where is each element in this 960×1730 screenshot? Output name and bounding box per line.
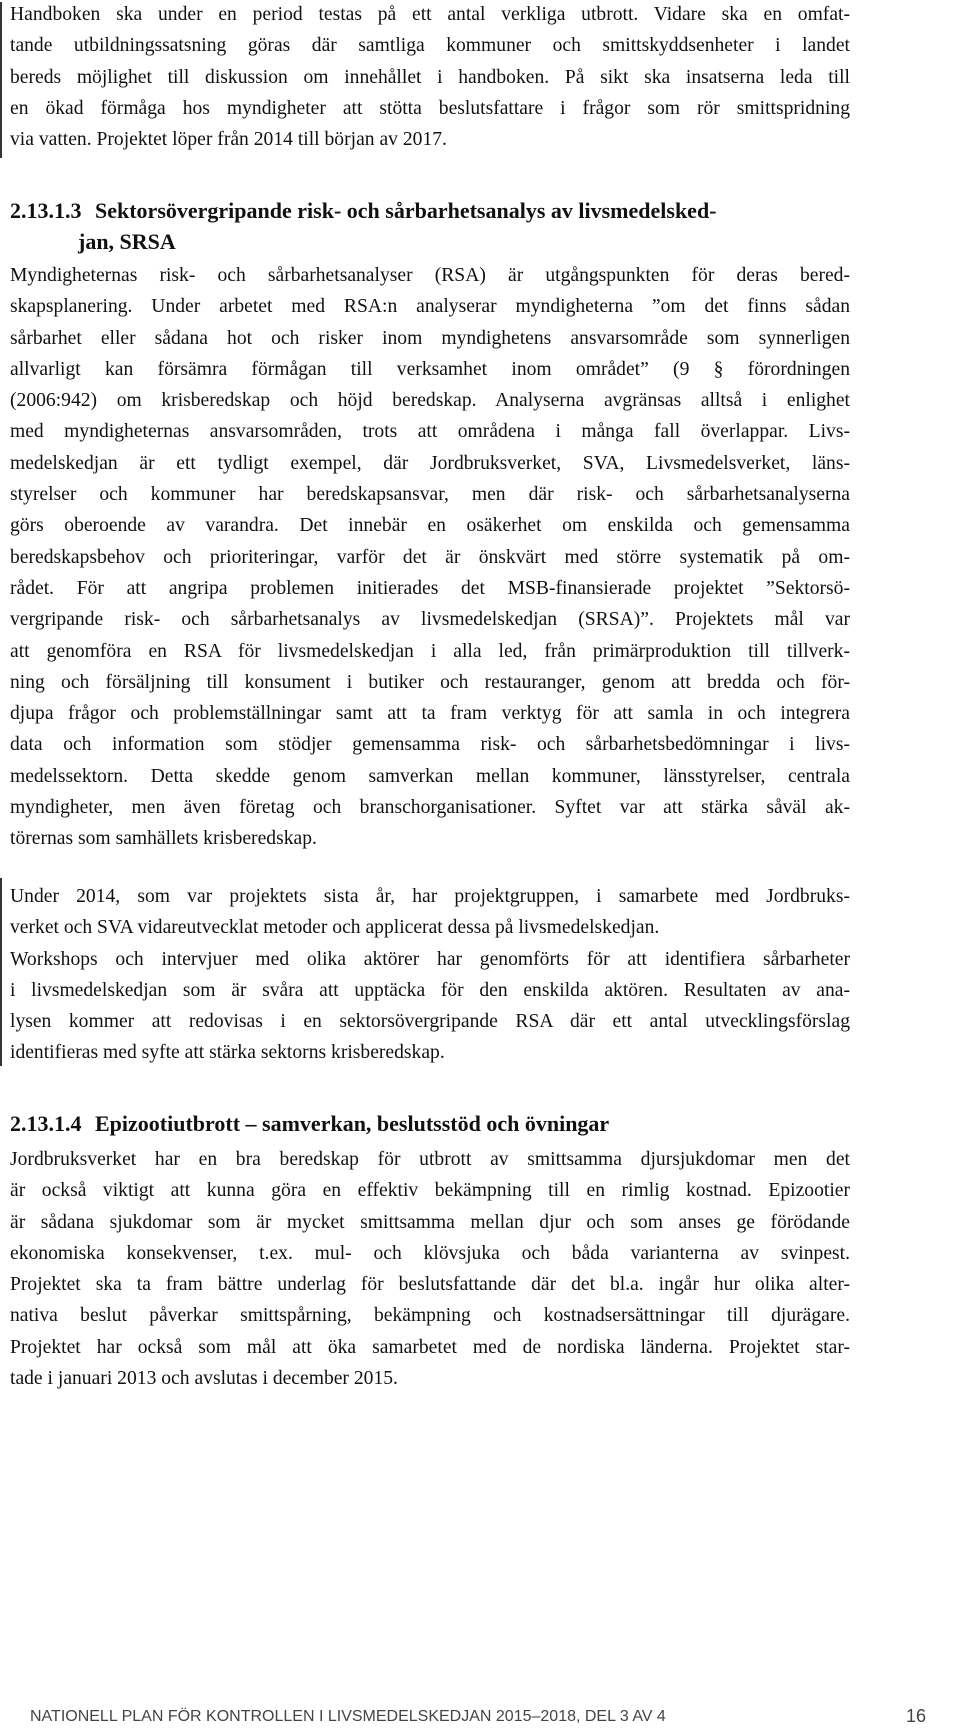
text-line: Myndigheternas risk- och sårbarhetsanalyser (RSA) är utgångspunkten för deras bered- [10, 265, 850, 286]
text-line: är också viktigt att kunna göra en effektiv bekämpning till en rimlig kostnad. Epizootier [10, 1180, 850, 1202]
paragraph-intro [10, 0, 850, 155]
text-line: allvarligt kan försämra förmågan till verksamhet inom området” (9 § förordningen [10, 358, 850, 380]
section-heading-srsa [10, 195, 717, 226]
text-line: beredskapsbehov och prioriteringar, varför det är önskvärt med större systematik på om- [10, 546, 850, 568]
section-title: Epizootiutbrott – samverkan, beslutsstöd och övningar [95, 1111, 610, 1136]
text-line: Handboken ska under en period testas på ett antal verkliga utbrott. Vidare ska en omfat- [10, 4, 850, 25]
text-line: i livsmedelskedjan som är svåra att upptäcka för den enskilda aktören. Resultaten av ana- [10, 979, 850, 1001]
section-heading-epizooti [10, 1108, 609, 1139]
text-line: identifieras med syfte att stärka sektorns krisberedskap. [10, 1042, 445, 1064]
text-line: styrelser och kommuner har beredskapsansvar, men där risk- och sårbarhetsanalyserna [10, 484, 850, 506]
text-line: medelskedjan är ett tydligt exempel, där Jordbruksverket, SVA, Livsmedelsverket, läns- [10, 452, 850, 474]
text-line: nativa beslut påverkar smittspårning, bekämpning och kostnadsersättningar till djurägare. [10, 1305, 850, 1327]
text-line: en ökad förmåga hos myndigheter att stötta beslutsfattare i frågor som rör smittspridning [10, 97, 850, 119]
text-line: ning och försäljning till konsument i butiker och restauranger, genom att bredda och för- [10, 671, 850, 693]
text-line: Under 2014, som var projektets sista år, har projektgruppen, i samarbete med Jordbruks- [10, 886, 850, 907]
paragraph-epizooti [10, 1144, 850, 1394]
text-line: vergripande risk- och sårbarhetsanalys av livsmedelskedjan (SRSA)”. Projektets mål var [10, 609, 850, 631]
section-title-line1: Sektorsövergripande risk- och sårbarhetsanalys av livsmedelsked- [95, 198, 717, 223]
text-line: Jordbruksverket har en bra beredskap för utbrott av smittsamma djursjukdomar men det [10, 1149, 850, 1170]
text-line: Projektet har också som mål att öka samarbetet med de nordiska länderna. Projektet star- [10, 1336, 850, 1358]
section-number: 2.13.1.3 [10, 198, 82, 223]
text-line: medelssektorn. Detta skedde genom samverkan mellan kommuner, länsstyrelser, centrala [10, 765, 850, 787]
section-number: 2.13.1.4 [10, 1111, 82, 1136]
text-line: med myndigheternas ansvarsområden, trots att områdena i många fall överlappar. Livs- [10, 421, 850, 443]
text-line: att genomföra en RSA för livsmedelskedjan i alla led, från primärproduktion till tillverk- [10, 640, 850, 662]
text-line: Projektet ska ta fram bättre underlag för beslutsfattande där det bl.a. ingår hur olika alter- [10, 1274, 850, 1296]
text-line: tande utbildningssatsning göras där samtliga kommuner och smittskyddsenheter i landet [10, 35, 850, 57]
section-title-line2: jan, SRSA [78, 229, 176, 254]
text-line: (2006:942) om krisberedskap och höjd beredskap. Analyserna avgränsas alltså i enlighet [10, 390, 850, 412]
text-line: lysen kommer att redovisas i en sektorsövergripande RSA där ett antal utvecklingsförslag [10, 1011, 850, 1033]
text-line: rådet. För att angripa problemen initierades det MSB-finansierade projektet ”Sektorsö- [10, 577, 850, 599]
text-line: görs oberoende av varandra. Det innebär en osäkerhet om enskilda och gemensamma [10, 515, 850, 537]
text-line: myndigheter, men även företag och branschorganisationer. Syftet var att stärka såväl ak- [10, 797, 850, 819]
text-line: skapsplanering. Under arbetet med RSA:n analyserar myndigheterna ”om det finns sådan [10, 296, 850, 318]
text-line: Workshops och intervjuer med olika aktörer har genomförts för att identifiera sårbarheter [10, 948, 850, 970]
text-line: verket och SVA vidareutvecklat metoder och applicerat dessa på livsmedelskedjan. [10, 917, 660, 939]
page-number: 16 [905, 1706, 926, 1726]
text-line: data och information som stödjer gemensamma risk- och sårbarhetsbedömningar i livs- [10, 734, 850, 756]
text-line: ekonomiska konsekvenser, t.ex. mul- och klövsjuka och båda varianterna av svinpest. [10, 1242, 850, 1264]
text-line: är sådana sjukdomar som är mycket smittsamma mellan djur och som anses ge förödande [10, 1211, 850, 1233]
text-line: via vatten. Projektet löper från 2014 till början av 2017. [10, 129, 447, 151]
paragraph-srsa-2 [10, 881, 850, 1069]
text-line: bereds möjlighet till diskussion om innehållet i handboken. På sikt ska insatserna leda till [10, 66, 850, 88]
paragraph-srsa-1 [10, 260, 850, 855]
text-line: tade i januari 2013 och avslutas i december 2015. [10, 1368, 398, 1390]
page-footer-title: NATIONELL PLAN FÖR KONTROLLEN I LIVSMEDELSKEDJAN 2015–2018, DEL 3 AV 4 [30, 1708, 666, 1725]
text-line: djupa frågor och problemställningar samt att ta fram verktyg för att samla in och integrera [10, 703, 850, 725]
change-bar-intro [0, 2, 2, 158]
text-line: sårbarhet eller sådana hot och risker inom myndighetens ansvarsområde som synnerligen [10, 327, 850, 349]
change-bar-srsa-para2 [0, 878, 2, 1066]
text-line: törernas som samhällets krisberedskap. [10, 828, 317, 850]
